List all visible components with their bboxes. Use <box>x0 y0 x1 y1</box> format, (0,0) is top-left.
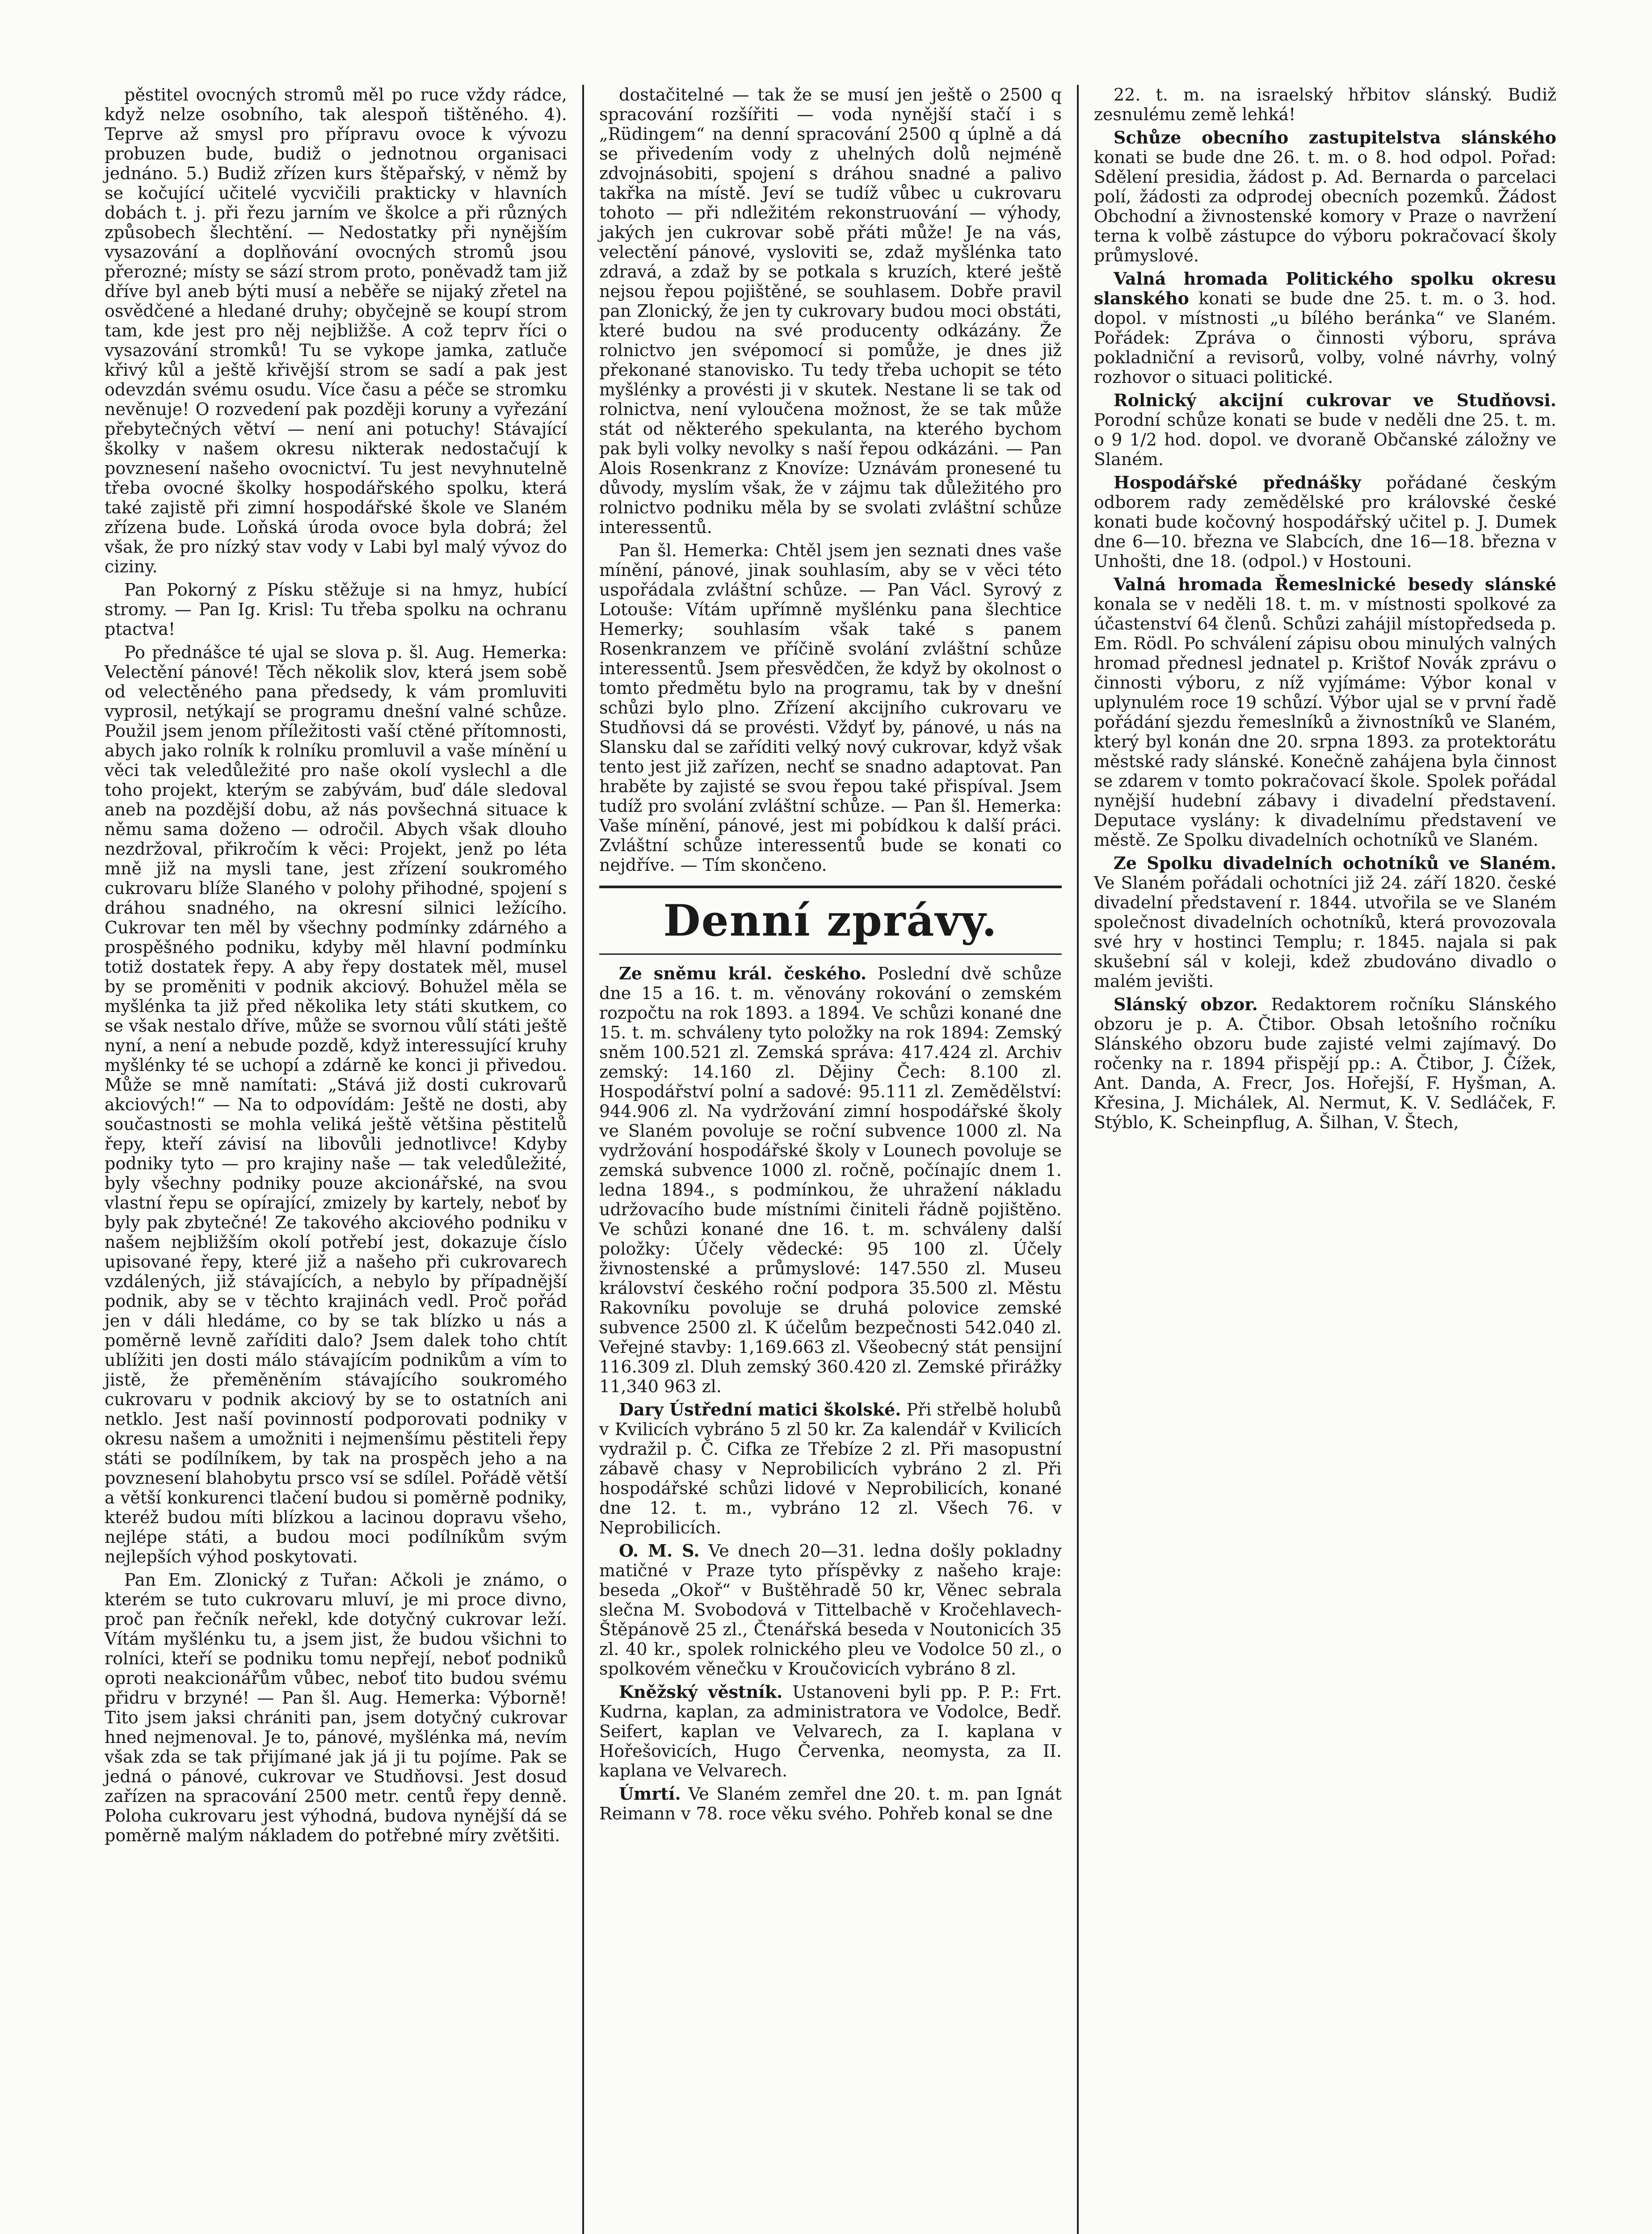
news-item-title: Dary Ústřední matici školské. <box>619 1399 901 1419</box>
news-item-title: Schůze obecního zastupitelstva slánského <box>1114 127 1556 147</box>
news-item <box>599 1400 1062 1537</box>
news-item-text: Ve Slaném zemřel dne 20. t. m. pan Ignát Reimann v 78. roce věku svého. Pohřeb konal se dne <box>599 1784 1062 1823</box>
paragraph: pěstitel ovocných stromů měl po ruce vždy rádce, když nelze osobního, tak alespoň tištěného. 4). Teprve až smysl pro přípravu ovoce k vývozu probuzen bude, budiž o jednotnou organisaci jednáno. 5.) Budiž zřízen kurs štěpařský, v němž by se kočující učitelé vycvičili prakticky v hlavních dobách t. j. při řezu jarním ve školce a při různých způsobech šlechtění. — Nedostatky při nynějším vysazování a doplňování ovocných stromů jsou přerozné; místy se sází strom proto, poněvadž tam již dříve byl aneb býti musí a neběře se nijaký zřetel na osvědčené a hledané druhy; obyčejně se koupí strom tam, kde jest pro něj nejbližše. A což teprv říci o vysazování stromků! Tu se vykope jamka, zatluče křivý kůl a ještě křivější strom se sadí a pak jest odevzdán svému osudu. Více času a péče se stromku nevěnuje! O rozvedení pak později koruny a vyřezání přebytečných větví — není ani potuchy! Stávající školky v našem okresu nikterak nedostačují k povznesení našeho ovocnictví. Tu jest nevyhnutelně třeba ovocné školky hospodářského spolku, která také zajistě při zimní hospodářské škole ve Slaném zřízena bude. Loňská úroda ovoce byla dobrá; žel však, že pro nízký stav vody v Labi byl malý vývoz do ciziny. <box>105 85 567 576</box>
news-item-title: Rolnický akcijní cukrovar ve Studňovsi. <box>1114 390 1556 410</box>
news-item-text: Ve Slaném pořádali ochotníci již 24. září 1820. české divadelní představení r. 1844. utvořila se ve Slaném společnost divadelních ochotníků, která provozovala své hry v hostinci Templu; r. 1845. najala si pak skušební sál v koleji, kdež zbudováno divadlo o malém jevišti. <box>1094 873 1556 991</box>
news-item-text: konati se bude dne 26. t. m. o 8. hod odpol. Pořad: Sdělení presidia, žádost p. Ad. Bernarda o parcelaci polí, žádosti za odprodej obecních pozemků. Žádost Obchodní a živnostenské komory v Praze o navržení terna k volbě zástupce do výboru pokračovací školy průmyslové. <box>1094 147 1556 265</box>
news-item <box>1094 995 1556 1132</box>
news-item-title: Ze sněmu král. českého. <box>619 963 867 983</box>
news-item-title: Hospodářské přednášky <box>1114 472 1361 492</box>
news-item <box>1094 575 1556 850</box>
column-left <box>89 85 582 2234</box>
news-item-title: Kněžský věstník. <box>619 1682 783 1702</box>
news-item <box>1094 85 1556 124</box>
news-item-title: Slánský obzor. <box>1114 994 1258 1014</box>
section-heading-box <box>599 886 1062 955</box>
news-item-text: Při střelbě holubů v Kvilicích vybráno 5 zl 50 kr. Za kalendář v Kvilicích vydražil p. Č. Cifka ze Třebíze 2 zl. Při masopustní zábavě chasy v Neprobilicích vybráno 2 zl. Při hospodářské schůzi lidové v Neprobilicích, konané dne 12. t. m., vybráno 12 zl. Všech 76. v Neprobilicích. <box>599 1400 1062 1537</box>
news-item-text: Redaktorem ročníku Slánského obzoru je p. A. Čtibor. Obsah letošního ročníku Slánského obzoru bude zajisté velmi zajímavý. Do ročenky na r. 1894 přispějí pp.: A. Čtibor, J. Čížek, Ant. Danda, A. Frecr, Jos. Hořejší, F. Hyšman, A. Křesina, J. Michálek, Al. Nermut, K. V. Sedláček, F. Stýblo, K. Scheinpflug, A. Šilhan, V. Štech, <box>1094 995 1556 1132</box>
news-item-text: konala se v neděli 18. t. m. v místnosti spolkové za účastenství 64 členů. Schůzi zahájil místopředseda p. Em. Rödl. Po schválení zápisu obou minulých valných hromad přednesl jednatel p. Krištof Novák zprávu o činnosti výboru, z níž vyjímáme: Výbor konal v uplynulém roce 19 schůzí. Výbor ujal se v první řadě pořádání sjezdu řemeslníků a živnostníků ve Slaném, který byl konán dne 20. srpna 1893. za protektorátu městské rady slánské. Konečně zahájena byla činnost se zdarem v tomto pokračovací škole. Spolek pořádal nynější hudební zábavy i divadelní představení. Deputace vyslány: k divadelnímu představení ve městě. Ze Spolku divadelních ochotníků ve Slaném. <box>1094 594 1556 850</box>
news-item-text: Porodní schůze konati se bude v neděli dne 25. t. m. o 9 1/2 hod. dopol. ve dvoraně Občanské záložny ve Slaném. <box>1094 410 1556 469</box>
news-item <box>599 1682 1062 1780</box>
news-item <box>1094 391 1556 469</box>
column-layout <box>89 85 1572 2234</box>
column-middle <box>582 85 1077 2234</box>
paragraph: Pan Pokorný z Písku stěžuje si na hmyz, hubící stromy. — Pan Ig. Krisl: Tu třeba spolku na ochranu ptactva! <box>105 580 567 639</box>
section-heading: Denní zprávy. <box>663 895 998 946</box>
news-list <box>599 964 1062 1823</box>
paragraph: Pan Em. Zlonický z Tuřan: Ačkoli je známo, o kterém se tuto cukrovaru mluví, je mi proce divno, proč pan řečník neřekl, kde dotyčný cukrovar leží. Vítám myšlénku tu, a jsem jist, že budou všichni to rolníci, kteří se podniku tomu nepřejí, neboť podniků oproti neakcionářům vůbec, neboť tito budou svému přidru v brzyné! — Pan šl. Aug. Hemerka: Výborně! Tito jsem jaksi chrániti pan, jsem dotyčný cukrovar hned nejmenoval. Je to, pánové, myšlénka má, nevím však zda se tak přijímané jak já ji tu pojíme. Pak se jedná o pánové, cukrovar ve Studňovsi. Jest dosud zařízen na spracování 2500 metr. centů řepy denně. Poloha cukrovaru jest výhodná, budova nynější dá se poměrně malým nákladem do potřebné míry zvětšiti. <box>105 1570 567 1845</box>
column-right <box>1077 85 1572 2234</box>
news-item-title: Ze Spolku divadelních ochotníků ve Slaném. <box>1114 853 1556 873</box>
news-item <box>1094 269 1556 387</box>
news-item <box>1094 128 1556 265</box>
paragraph: dostačitelné — tak že se musí jen ještě o 2500 q spracování rozšířiti — voda nynější stačí i s „Rüdingem“ na denní spracování 2500 q úplně a dá se přivedením vody z uhelných dolů nejméně zdvojnásobiti, spojení s dráhou snadné a palivo takřka na místě. Jeví se tudíž vůbec u cukrovaru tohoto — při ndležitém rekonstruování — výhody, jakých jen cukrovar sobě přáti může! Je na vás, velectění pánové, vysloviti se, zdaž myšlénka tato zdravá, a zdaž by se potkala s kruzích, které ještě nejsou řepou pojištěné, se souhlasem. Dobře pravil pan Zlonický, že jen ty cukrovary budou moci obstáti, které budou na své producenty odkázány. Že rolnictvo jen svépomocí si pomůže, je dnes již překonané stanovisko. Tu tedy třeba uchopit se této myšlénky a provésti ji v skutek. Nestane li se tak od rolnictva, není vyloučena možnost, že se tak může stát od některého spekulanta, na kterého bychom pak byli volky nevolky s naší řepou odkázáni. — Pan Alois Rosenkranz z Knovíze: Uznávám pronesené tu důvody, myslím však, že v zájmu tak důležitého pro rolnictvo podniku měla by se svolati zvláštní schůze interessentů. <box>599 85 1062 537</box>
news-item-text: Ve dnech 20—31. ledna došly pokladny matičné v Praze tyto příspěvky z našeho kraje: beseda „Okoř“ v Buštěhradě 50 kr, Věnec sebrala slečna M. Svobodová v Tittelbachě v Kročehlavech-Štěpánově 25 zl., Čtenářská beseda v Noutonicích 35 zl. 40 kr., spolek rolnického pleu ve Vodolce 50 zl., o spolkovém věnečku v Kroučovicích vybráno 8 zl. <box>599 1541 1062 1679</box>
news-item-text: pořádané českým odborem rady zemědělské pro královské české konati bude kočovný hospodářský učitel p. J. Dumek dne 6—10. března ve Slabcích, dne 16—18. března v Unhošti, dne 18. (odpol.) v Hostouni. <box>1094 473 1556 571</box>
paragraph: Po přednášce té ujal se slova p. šl. Aug. Hemerka: Velectění pánové! Těch několik slov, která jsem sobě od velectěného pana předsedy, k vám promluviti vyprosil, netýkají se programu dnešní valné schůze. Použil jsem jenom příležitosti vaší ctěné přítomnosti, abych jako rolník k rolníku promluvil a vaše mínění u věci tak veledůležité pro naše okolí vyslechl a dle toho projekt, kterým se zabývám, buď dále sledoval aneb na pozdější dobu, až nás povšechná situace k němu sama doženo — odročil. Abych však dlouho nezdržoval, přikročím k věci: Projekt, jenž po léta mně již na mysli tane, jest zřízení soukromého cukrovaru blíže Slaného v polohy přihodné, spojení s dráhou snadného, na okresní silnici ležícího. Cukrovar ten měl by všechny podmínky zdárného a prospěšného podniku, kdyby měl hlavní podmínku totiž dostatek řepy. A aby řepy dostatek měl, musel by se proměniti v podnik akciový. Bohužel měla se myšlénka ta již před několika lety státi skutkem, co se však nestalo dříve, může se svornou vůlí státi ještě nyní, a není a nebude pozdě, když interessující kruhy myšlénky té se uchopí a zdárně ke konci ji přivedou. Může se mně namítati: „Stává již dosti cukrovarů akciových!“ — Na to odpovídám: Ještě ne dosti, aby součastnosti se mohla veliká ještě většina pěstitelů řepy, kteří závisí na libovůli jednotlivce! Kdyby podniky tyto — pro krajiny naše — tak veledůležité, byly všechny podniky pouze akcionářské, na svou vlastní řepu se opírající, zmizely by kartely, neboť by byly pak zbytečné! Ze takového akciového podniku v našem nejbližším okolí potřebí jest, dokazuje číslo upisované řepy, které již a našeho při cukrovarech vzdálených, již stávajících, a nebylo by případnější podnik, aby se v těchto krajinách vedl. Proč pořád jen v dáli hledáme, co by se tak blízko u nás a poměrně levně zaříditi dalo? Jsem dalek toho chtít ublížiti jen dosti málo stávajícím podnikům a vím to jistě, že přeměněním stávajícího soukromého cukrovaru v podnik akciový by se to ostatních ani netklo. Jest naší povinností podporovati podniky v okresu našem a umožniti i nejmenšímu pěstiteli řepy státi se podílníkem, by tak na prospěch jeho a na povznesení blahobytu prsco vsí se sdílel. Pořádě větší a větší konkurenci tlačení budou si poměrně podniky, kteréž budou míti blízkou a lacinou dopravu všeho, nejlépe státi, a budou moci podílníkům svým nejlepších výhod poskytovati. <box>105 642 567 1566</box>
news-item-text: Ustanoveni byli pp. P. P.: Frt. Kudrna, kaplan, za administratora ve Vodolce, Bedř. Seifert, kaplan ve Velvarech, za I. kaplana v Hořešovicích, Hugo Červenka, neomysta, za II. kaplana ve Velvarech. <box>599 1682 1062 1780</box>
news-item-text: Poslední dvě schůze dne 15 a 16. t. m. věnovány rokování o zemském rozpočtu na rok 1893. a 1894. Ve schůzi konané dne 15. t. m. schváleny tyto položky na rok 1894: Zemský sněm 100.521 zl. Zemská správa: 417.424 zl. Archiv zemský: 14.160 zl. Dějiny Čech: 8.100 zl. Hospodářství polní a sadové: 95.111 zl. Zemědělství: 944.906 zl. Na vydržování zimní hospodářské školy ve Slaném povoluje se roční subvence 1000 zl. Na vydržování hospodářské školy v Lounech povoluje se zemská subvence 1000 zl. ročně, počínajíc dnem 1. ledna 1894., s podmínkou, že uhražení nákladu udržovacího bude místními činiteli řádně pojištěno. Ve schůzi konané dne 16. t. m. schváleny další položky: Účely vědecké: 95 100 zl. Účely živnostenské a průmyslové: 147.550 zl. Museu království českého roční podpora 35.500 zl. Městu Rakovníku povoluje se druhá polovice zemské subvence 2500 zl. K účelům bezpečnosti 542.040 zl. Veřejné stavby: 1,169.663 zl. Všeobecný stát pensijní 116.309 zl. Dluh zemský 360.420 zl. Zemské přirážky 11,340 963 zl. <box>599 964 1062 1396</box>
news-item <box>599 1784 1062 1823</box>
news-item <box>599 1541 1062 1679</box>
news-item-title: O. M. S. <box>619 1541 700 1561</box>
news-item <box>1094 853 1556 991</box>
paragraph: Pan šl. Hemerka: Chtěl jsem jen seznati dnes vaše mínění, pánové, jinak souhlasím, aby se v věci této uspořádala zvláštní schůze. — Pan Václ. Syrový z Lotouše: Vítám upřímně myšlénku pana šlechtice Hemerky; souhlasím však také s panem Rosenkranzem ve příčině svolání zvláštní schůze interessentů. Jsem přesvědčen, že když by okolnost o tomto předmětu bylo na programu, tak by v dnešní schůzi bylo plno. Zřízení akcijního cukrovaru ve Studňovsi dá se provésti. Vždyť by, pánové, u nás na Slansku dal se zaříditi velký nový cukrovar, když však tento jest již zařízen, nechť se snadno adaptovat. Pan hraběte by zajisté se svou řepou také přispíval. Jsem tudíž pro svolání zvláštní schůze. — Pan šl. Hemerka: Vaše mínění, pánové, jest mi pobídkou k další práci. Zvláštní schůze interessentů bude se konati co nejdříve. — Tím skončeno. <box>599 541 1062 875</box>
news-item-title: Valná hromada Řemeslnické besedy slánské <box>1114 574 1556 594</box>
news-item <box>599 964 1062 1396</box>
news-item <box>1094 473 1556 571</box>
news-item-text: konati se bude dne 25. t. m. o 3. hod. dopol. v místnosti „u bílého beránka“ ve Slaném. Pořádek: Zpráva o činnosti výboru, správa pokladniční a revisorů, volby, volné návrhy, volný rozhovor o situaci politické. <box>1094 289 1556 387</box>
news-item-title: Valná hromada Politického spolku okresu slanského <box>1094 269 1556 308</box>
news-item-text: 22. t. m. na israelský hřbitov slánský. Budiž zesnulému země lehká! <box>1094 85 1556 124</box>
news-item-title: Úmrtí. <box>619 1784 681 1804</box>
